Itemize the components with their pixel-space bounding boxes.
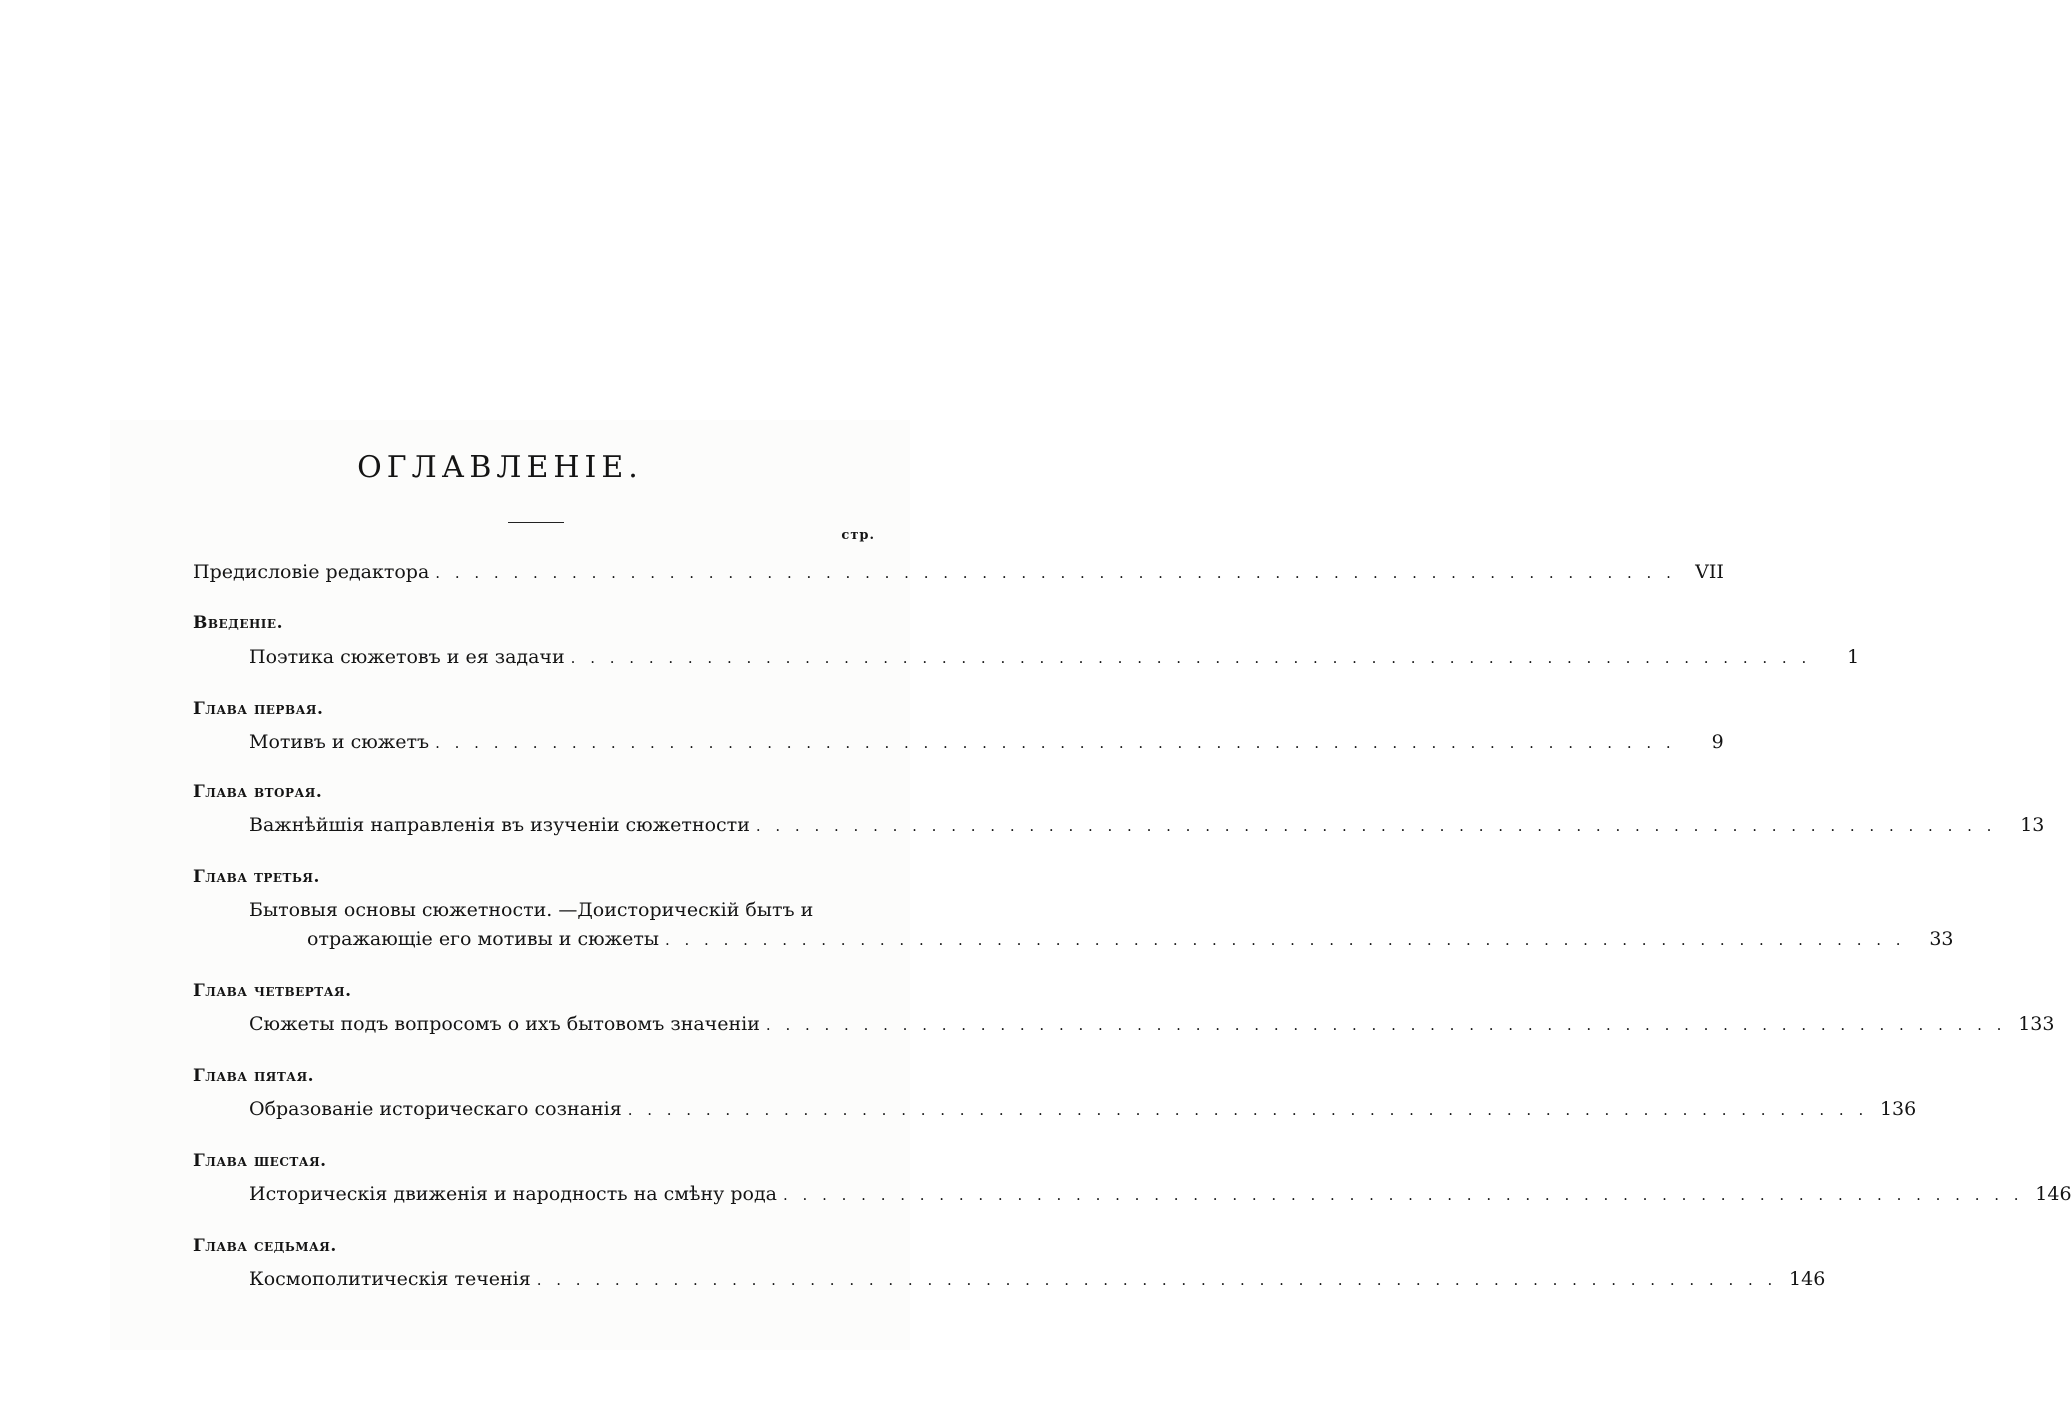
chapter-heading: Глава седьмая.: [193, 1236, 337, 1256]
toc-entry-chapter-5: [249, 1097, 1917, 1122]
leader-dots: . . . . . . . . . . . . . . . . . . . . . . . . . . . . . . . . . . . . . . . . . . . . . . . . . . . . . . . . . . . . . . . .: [765, 1016, 2007, 1034]
toc-entry-introduction: [249, 645, 1860, 670]
chapter-heading: Глава четвертая.: [193, 981, 352, 1001]
page-number: 33: [1929, 928, 1954, 950]
entry-text: Поэтика сюжетовъ и ея задачи: [249, 646, 565, 668]
title-rule: [508, 522, 564, 523]
leader-dots: . . . . . . . . . . . . . . . . . . . . . . . . . . . . . . . . . . . . . . . . . . . . . . . . . . . . . . . . . . . . . . . .: [627, 1101, 1869, 1119]
entry-text: Предисловіе редактора: [193, 561, 430, 583]
leader-dots: . . . . . . . . . . . . . . . . . . . . . . . . . . . . . . . . . . . . . . . . . . . . . . . . . . . . . . . . . . . . . . . .: [570, 649, 1812, 667]
chapter-heading: Глава третья.: [193, 867, 320, 887]
leader-dots: . . . . . . . . . . . . . . . . . . . . . . . . . . . . . . . . . . . . . . . . . . . . . . . . . . . . . . . . . . . . . . . .: [755, 817, 1997, 835]
entry-text: Важнѣйшія направленія въ изученіи сюжетности: [249, 814, 750, 836]
page-number: 9: [1711, 731, 1724, 753]
toc-entry-chapter-7: [249, 1267, 1826, 1292]
introduction-heading: Введеніе.: [193, 613, 283, 633]
leader-dots: . . . . . . . . . . . . . . . . . . . . . . . . . . . . . . . . . . . . . . . . . . . . . . . . . . . . . . . . . . . . . . . .: [435, 734, 1676, 752]
leader-dots: . . . . . . . . . . . . . . . . . . . . . . . . . . . . . . . . . . . . . . . . . . . . . . . . . . . . . . . . . . . . . . . .: [435, 564, 1676, 582]
leader-dots: . . . . . . . . . . . . . . . . . . . . . . . . . . . . . . . . . . . . . . . . . . . . . . . . . . . . . . . . . . . . . . . .: [783, 1186, 2024, 1204]
chapter-heading: Глава первая.: [193, 699, 324, 719]
toc-entry-chapter-6: [249, 1182, 2072, 1207]
entry-text: Космополитическія теченія: [249, 1268, 531, 1290]
page-column-label: стр.: [841, 528, 875, 543]
entry-text-line-2: отражающіе его мотивы и сюжеты: [307, 928, 659, 950]
entry-text-line-1: Бытовыя основы сюжетности. —Доисторическій бытъ и: [249, 899, 814, 921]
entry-text: Сюжеты подъ вопросомъ о ихъ бытовомъ значеніи: [249, 1013, 760, 1035]
chapter-heading: Глава вторая.: [193, 782, 323, 802]
toc-title: ОГЛАВЛЕНІЕ.: [357, 450, 643, 485]
toc-entry-chapter-4: [249, 1012, 2055, 1037]
page-number: 146: [1789, 1268, 1826, 1290]
entry-text: Историческія движенія и народность на смѣну рода: [249, 1183, 778, 1205]
toc-entry-chapter-2: [249, 813, 2045, 838]
entry-text: Мотивъ и сюжетъ: [249, 731, 430, 753]
page-number: 136: [1879, 1098, 1917, 1120]
page-number: 13: [2020, 814, 2045, 836]
toc-entry-preface: [193, 560, 1724, 585]
page-number: 1: [1847, 646, 1860, 668]
leader-dots: . . . . . . . . . . . . . . . . . . . . . . . . . . . . . . . . . . . . . . . . . . . . . . . . . . . . . . . . . . . . . . . .: [536, 1271, 1778, 1289]
entry-text: Образованіе историческаго сознанія: [249, 1098, 622, 1120]
toc-entry-chapter-3: [307, 927, 1954, 952]
page-number: 146: [2035, 1183, 2072, 1205]
chapter-heading: Глава пятая.: [193, 1066, 315, 1086]
page-number: VII: [1695, 561, 1724, 583]
page-number: 133: [2018, 1013, 2055, 1035]
toc-entry-chapter-1: [249, 730, 1724, 755]
chapter-heading: Глава шестая.: [193, 1151, 327, 1171]
leader-dots: . . . . . . . . . . . . . . . . . . . . . . . . . . . . . . . . . . . . . . . . . . . . . . . . . . . . . . . . . . . . . . . .: [664, 931, 1906, 949]
